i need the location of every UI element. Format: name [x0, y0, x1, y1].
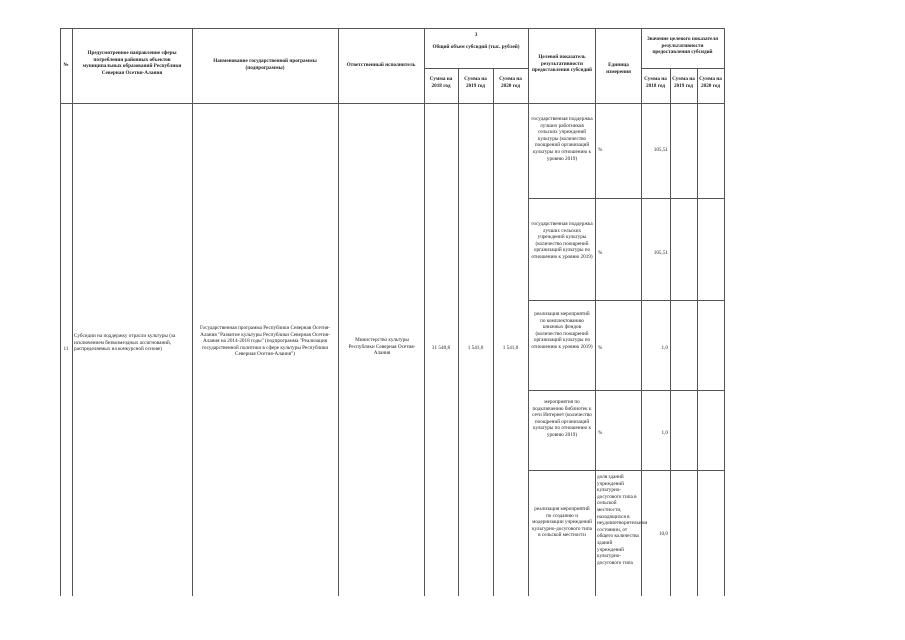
row-sum-2019: 1 541,0: [467, 345, 484, 351]
header-total-number: 3: [474, 32, 478, 38]
row-responsible: Министерство культуры Республики Северная Осетия-Алания: [348, 337, 416, 357]
header-val-2019: Сумма на 2019 год: [672, 76, 695, 89]
indicator-text: реализация мероприятий по созданию и модернизации учреждений культурно-досугового типа в сельской местности: [532, 506, 592, 539]
indicator-text: государственная поддержка лучших сельских учреждений культуры (количество поощрений организаций культуры по отношению к уровню 2019): [531, 221, 593, 260]
indicator-unit: %: [598, 250, 603, 256]
table-border: [641, 28, 642, 596]
header-val-2020: Сумма на 2020 год: [699, 76, 722, 89]
table-border: [528, 470, 724, 471]
indicator-unit: %: [598, 345, 603, 351]
table-border: [697, 68, 698, 596]
table-border: [528, 300, 724, 301]
indicator-value-2018: 1,0: [661, 430, 668, 436]
table-border: [724, 28, 725, 596]
table-border: [72, 28, 73, 596]
indicator-unit: %: [598, 430, 603, 436]
table-border: [528, 198, 724, 199]
table-border: [424, 28, 425, 596]
table-border: [528, 28, 529, 596]
indicator-value-2018: 105,51: [653, 250, 668, 256]
indicator-value-2018: 1,0: [661, 345, 668, 351]
header-responsible: Ответственный исполнитель: [346, 62, 416, 68]
table-border: [670, 68, 671, 596]
header-direction: Предусмотренное направление сферы потребления районных объектов муниципальных образований Республики Северная Осетия-Алания: [82, 50, 182, 76]
table-border: [641, 68, 724, 69]
indicator-text: мероприятия по подключению библиотек к сети Интернет (количество поощрений организаций культуры по отношению к уровню 2019): [532, 399, 592, 438]
header-sum-2019: Сумма на 2019 год: [464, 76, 487, 89]
indicator-text: реализация мероприятий по комплектованию книжных фондов (количество поощрений организаций культуры по отношению к уровню 2019): [531, 311, 593, 350]
row-number: 11: [63, 346, 69, 352]
row-program: Государственная программа Республики Северная Осетия-Алания "Развитие культуры Республики Северная Осетия-Алания на 2014-2018 годы" (подпрограмма "Реализация государственной политики в сфере культуры Республики Северная Осетия-Алания"): [199, 325, 331, 358]
header-program: Наименование государственной программы (подпрограммы): [213, 58, 317, 71]
indicator-text: государственная поддержка лучших работников сельских учреждений культуры (количество поощрений организаций культуры по отношению к уровню 2019): [531, 116, 593, 162]
row-sum-2020: 1 541,0: [502, 345, 519, 351]
table-border: [528, 390, 724, 391]
table-border: [60, 28, 724, 29]
row-total: 31 540,8: [431, 345, 451, 351]
table-border: [60, 28, 61, 596]
header-unit: Единица измерения: [606, 62, 631, 75]
header-values: Значение целевого показателя результативности предоставления субсидий: [646, 36, 719, 56]
header-sum-2018: Сумма на 2018 год: [429, 76, 453, 89]
table-border: [338, 28, 339, 596]
indicator-value-2018: 105,51: [653, 147, 668, 153]
table-border: [493, 68, 494, 596]
header-no: №: [63, 62, 69, 68]
table-border: [458, 68, 459, 596]
table-border: [424, 68, 528, 69]
row-direction: Субсидии на поддержку отрасли культуры (за исключением безвозмездных ассигнований, распределяемых на конкурсной основе): [74, 333, 176, 353]
header-indicator: Целевой показатель результативности предоставления субсидий: [531, 54, 593, 74]
header-total: Общий объем субсидий (тыс. рублей): [432, 44, 520, 50]
indicator-unit: доля зданий учреждений культурно-досугового типа в сельской местности, находящихся в неудовлетворительном состоянии, от общего количества зданий учреждений культурно-досугового типа: [597, 474, 648, 566]
table-border: [60, 103, 724, 104]
table-border: [192, 28, 193, 596]
header-sum-2020: Сумма на 2020 год: [499, 76, 522, 89]
header-val-2018: Сумма на 2018 год: [644, 76, 667, 89]
indicator-value-2018: 10,0: [658, 531, 668, 537]
indicator-unit: %: [598, 147, 603, 153]
table-border: [595, 28, 596, 596]
